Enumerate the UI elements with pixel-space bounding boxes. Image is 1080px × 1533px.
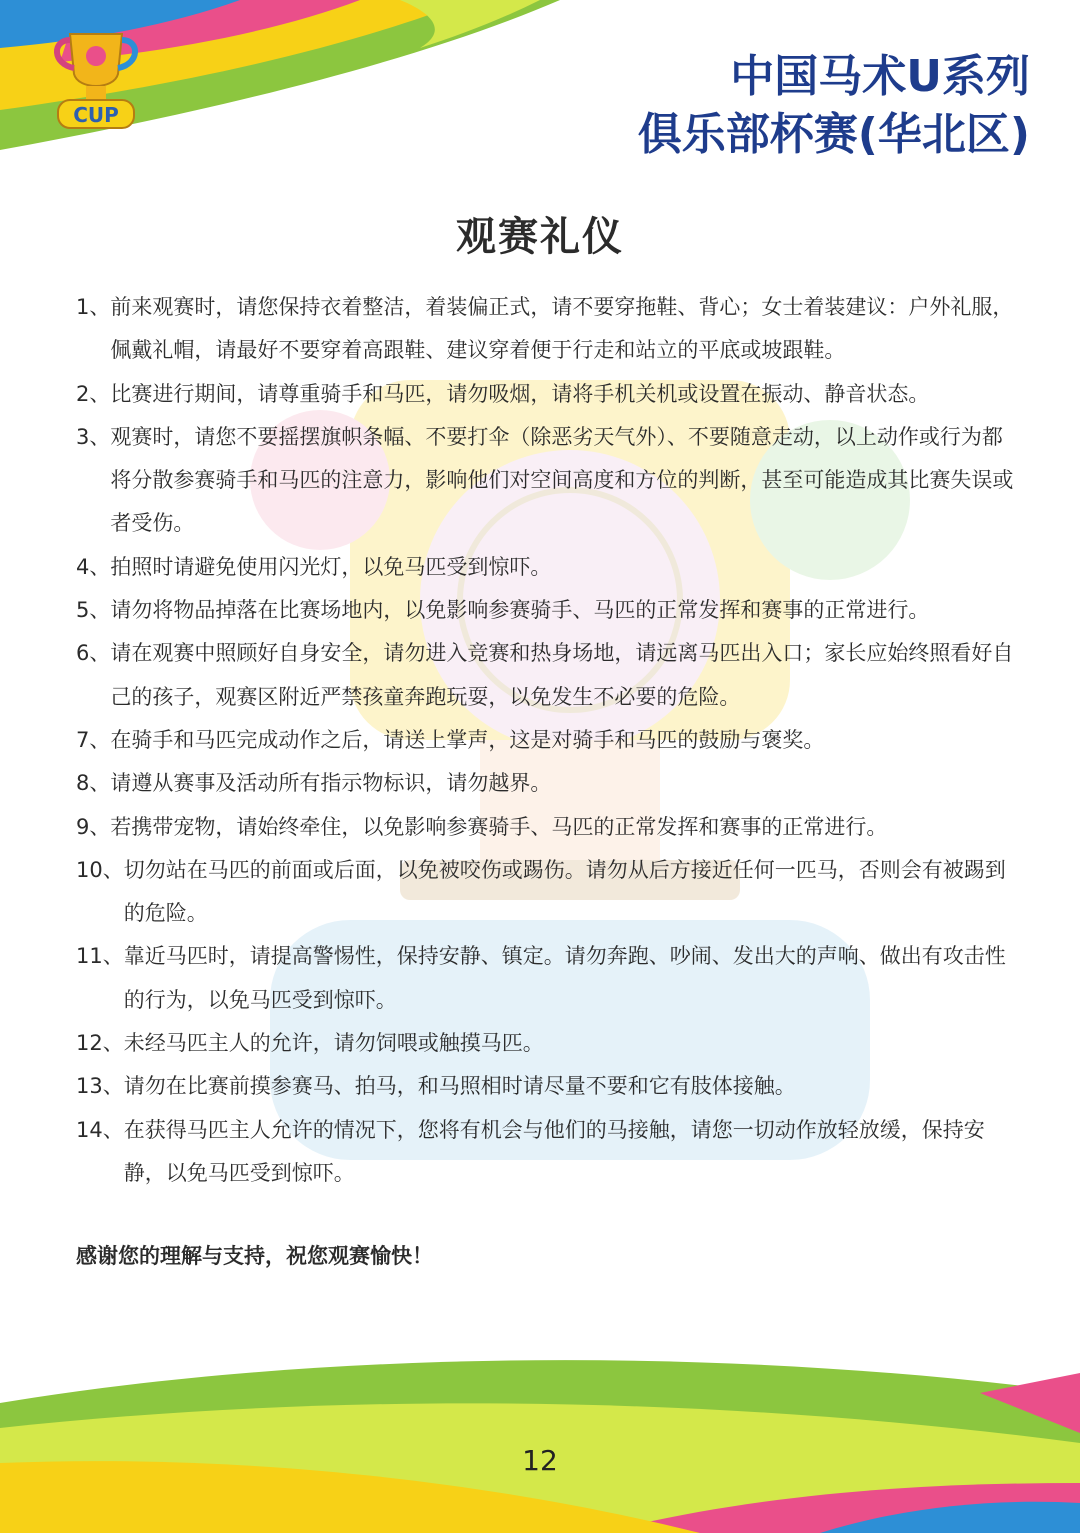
bottom-wave-decoration: [0, 1333, 1080, 1533]
list-item: [76, 416, 1016, 546]
list-item-text: 在获得马匹主人允许的情况下，您将有机会与他们的马接触，请您一切动作放轻放缓，保持安静，以免马匹受到惊吓。: [123, 1117, 985, 1185]
list-item-number: 2、: [76, 381, 111, 406]
list-item: [76, 589, 1016, 632]
page-number: 12: [522, 1444, 558, 1477]
thanks-note: 感谢您的理解与支持，祝您观赛愉快！: [76, 1244, 433, 1268]
list-item: [76, 1109, 1016, 1196]
list-item-number: 1、: [76, 295, 111, 319]
list-item: [76, 719, 1016, 762]
rules-list: [76, 286, 1016, 1195]
list-item-number: 4、: [76, 554, 111, 579]
header-title-line1: 中国马术U系列: [730, 51, 1030, 102]
header-title: [638, 48, 1030, 164]
list-item-number: 8、: [76, 771, 111, 796]
list-item-number: 10、: [76, 857, 124, 882]
list-item-text: 比赛进行期间，请尊重骑手和马匹，请勿吸烟，请将手机关机或设置在振动、静音状态。: [110, 381, 930, 406]
list-item-number: 14、: [76, 1117, 124, 1142]
header-title-line2: 俱乐部杯赛(华北区): [637, 109, 1030, 160]
list-item-text: 在骑手和马匹完成动作之后，请送上掌声，这是对骑手和马匹的鼓励与褒奖。: [110, 727, 825, 752]
list-item-text: 前来观赛时，请您保持衣着整洁，着装偏正式，请不要穿拖鞋、背心；女士着装建议：户外礼服，佩戴礼帽，请最好不要穿着高跟鞋、建议穿着便于行走和站立的平底或坡跟鞋。: [110, 295, 1014, 363]
cup-trophy-logo-icon: [40, 22, 152, 134]
list-item-number: 12、: [76, 1031, 124, 1056]
list-item: [76, 1022, 1016, 1065]
list-item: [76, 849, 1016, 936]
list-item-number: 9、: [76, 814, 111, 839]
list-item: [76, 762, 1016, 805]
list-item-number: 13、: [76, 1074, 124, 1099]
list-item-text: 请勿将物品掉落在比赛场地内，以免影响参赛骑手、马匹的正常发挥和赛事的正常进行。: [110, 598, 930, 623]
list-item-text: 请勿在比赛前摸参赛马、拍马，和马照相时请尽量不要和它有肢体接触。: [123, 1074, 796, 1099]
list-item-text: 请遵从赛事及活动所有指示物标识，请勿越界。: [110, 771, 552, 796]
list-item-number: 3、: [76, 424, 111, 449]
list-item: [76, 286, 1016, 373]
list-item: [76, 935, 1016, 1022]
list-item: [76, 546, 1016, 589]
list-item-text: 切勿站在马匹的前面或后面，以免被咬伤或踢伤。请勿从后方接近任何一匹马，否则会有被踢到的危险。: [123, 857, 1006, 926]
list-item-number: 6、: [76, 641, 111, 666]
logo-text: CUP: [73, 103, 119, 127]
list-item-text: 观赛时，请您不要摇摆旗帜条幅、不要打伞（除恶劣天气外）、不要随意走动，以上动作或行为都将分散参赛骑手和马匹的注意力，影响他们对空间高度和方位的判断，甚至可能造成其比赛失误或者受伤。: [110, 424, 1014, 536]
list-item: [76, 373, 1016, 416]
list-item-text: 未经马匹主人的允许，请勿饲喂或触摸马匹。: [123, 1031, 544, 1056]
list-item-text: 靠近马匹时，请提高警惕性，保持安静、镇定。请勿奔跑、吵闹、发出大的声响、做出有攻击性的行为，以免马匹受到惊吓。: [123, 944, 1006, 1012]
list-item: [76, 632, 1016, 719]
list-item-text: 拍照时请避免使用闪光灯，以免马匹受到惊吓。: [110, 554, 552, 579]
list-item-text: 请在观赛中照顾好自身安全，请勿进入竞赛和热身场地，请远离马匹出入口；家长应始终照看好自己的孩子，观赛区附近严禁孩童奔跑玩耍，以免发生不必要的危险。: [110, 641, 1014, 709]
list-item-text: 若携带宠物，请始终牵住，以免影响参赛骑手、马匹的正常发挥和赛事的正常进行。: [110, 814, 888, 839]
list-item-number: 5、: [76, 598, 111, 623]
list-item: [76, 1065, 1016, 1108]
list-item: [76, 806, 1016, 849]
list-item-number: 7、: [76, 727, 111, 752]
list-item-number: 11、: [76, 944, 124, 969]
page-heading: 观赛礼仪: [456, 214, 624, 260]
